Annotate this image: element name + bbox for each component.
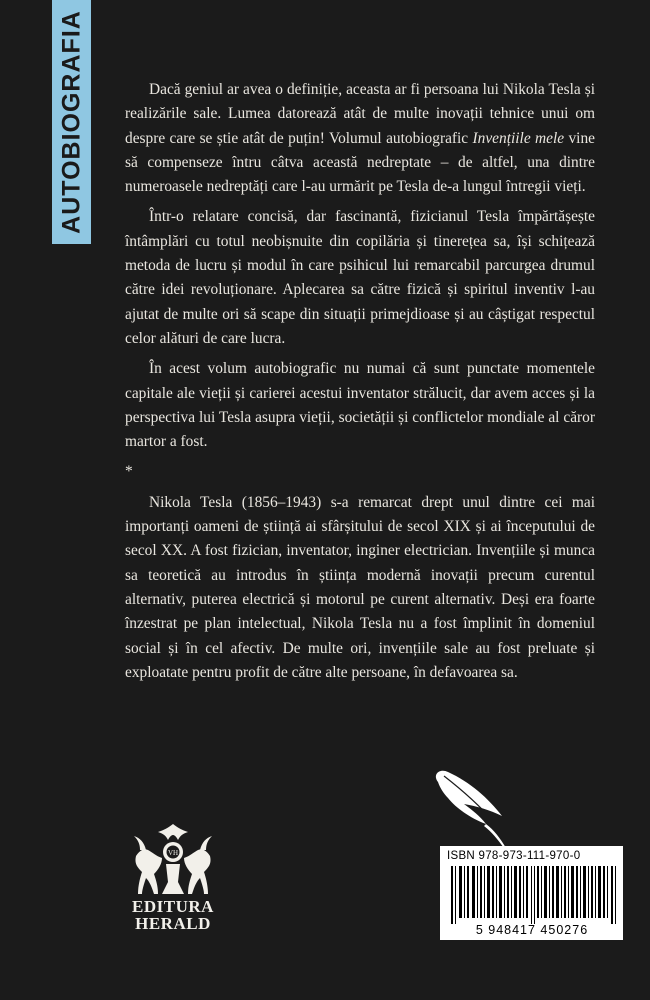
svg-text:VH: VH	[167, 849, 179, 857]
book-title: Invențiile mele	[472, 129, 565, 147]
spine-tab	[52, 0, 91, 244]
paragraph-3: În acest volum autobiografic nu numai că sunt punctate momentele capitale ale vieții și carierei acestui inventator strălucit, dar avem acces și la perspectiva lui Tesla asupra vieții, societății și conflictelor mondiale al căror martor a fost.	[125, 360, 595, 451]
isbn-label: ISBN 978-973-111-970-0	[447, 850, 581, 862]
publisher-logo	[128, 822, 218, 934]
blurb-text	[125, 78, 595, 691]
paragraph-1-end: vine să compenseze întru câtva această nedreptate – de altfel, una dintre numeroasele nedreptăți care l-au urmărit pe Tesla de-a lungul întregii vieți.	[125, 129, 595, 196]
barcode	[440, 846, 623, 940]
herald-emblem-icon	[128, 822, 218, 898]
paragraph-1-start: Dacă geniul ar avea o definiție, aceasta ar fi persoana lui Nikola Tesla și realizările sale. Lumea datorează atât de multe inovații tehnice unui om despre care se știe atât de puțin! Volumul autobiografic	[125, 81, 595, 147]
section-separator: *	[125, 463, 133, 481]
publisher-name-line2: HERALD	[135, 914, 211, 933]
spine-label: AUTOBIOGRAFIA	[57, 10, 85, 234]
paragraph-1	[125, 78, 595, 199]
paragraph-2: Într-o relatare concisă, dar fascinantă, fizicianul Tesla împărtășește întâmplări cu totul neobișnuite din copilăria și tinerețea sa, își schițează metoda de lucru și modul în care psihicul lui remarcabil parcurgea drumul către idei revoluționare. Aplecarea sa către fizică și spiritul inventiv l-au ajutat de multe ori să scape din situații primejdioase și au câștigat respectul celor alături de care lucra.	[125, 208, 595, 347]
quill-ink-icon	[430, 768, 550, 848]
publisher-name-line1: EDITURA	[132, 897, 214, 916]
barcode-bars	[451, 866, 617, 924]
paragraph-4: Nikola Tesla (1856–1943) s-a remarcat drept unul dintre cei mai importanți oameni de știință ai sfârșitului de secol XIX și ai începutului de secol XX. A fost fizician, inventator, inginer electrician. Invențiile și munca sa teoretică au introdus în știința modernă inovații precum curentul alternativ, puterea electrică și motorul pe curent alternativ. Deși era foarte înzestrat pe plan intelectual, Nikola Tesla nu a fost împlinit în domeniul social și în cel afectiv. De multe ori, invențiile sale au fost preluate și exploatate pentru profit de către alte persoane, în defavoarea sa.	[125, 493, 595, 681]
barcode-number: 5 948417 450276	[475, 923, 589, 937]
